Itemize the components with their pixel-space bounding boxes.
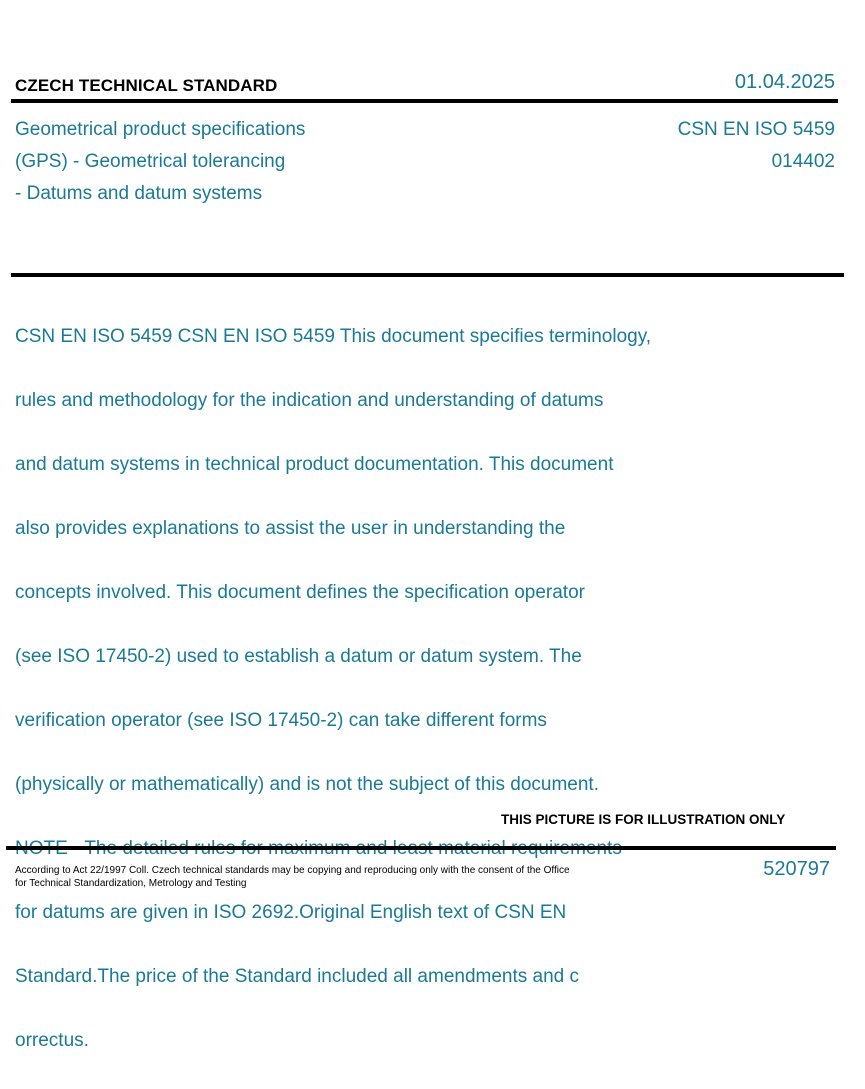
abstract-line: for datums are given in ISO 2692.Original English text of CSN EN bbox=[15, 902, 567, 923]
standard-title bbox=[15, 114, 305, 210]
title-divider bbox=[11, 273, 844, 277]
footer-divider bbox=[6, 846, 836, 850]
abstract-line: CSN EN ISO 5459 CSN EN ISO 5459 This document specifies terminology, bbox=[15, 326, 652, 347]
abstract-line: (physically or mathematically) and is not the subject of this document. bbox=[15, 774, 599, 795]
illustration-disclaimer: THIS PICTURE IS FOR ILLUSTRATION ONLY bbox=[501, 812, 786, 827]
title-line: (GPS) - Geometrical tolerancing bbox=[15, 151, 286, 172]
abstract-line: (see ISO 17450-2) used to establish a datum or datum system. The bbox=[15, 646, 582, 667]
classification-code: 014402 bbox=[771, 151, 835, 172]
standard-type-heading: CZECH TECHNICAL STANDARD bbox=[15, 76, 278, 95]
publication-date: 01.04.2025 bbox=[734, 71, 835, 93]
document-code: 520797 bbox=[763, 858, 830, 880]
title-line: Geometrical product specifications bbox=[15, 119, 306, 140]
abstract-line: orrectus. bbox=[15, 1030, 89, 1051]
abstract-line: verification operator (see ISO 17450-2) can take different forms bbox=[15, 710, 547, 731]
abstract-line: rules and methodology for the indication and understanding of datums bbox=[15, 390, 604, 411]
legal-line: According to Act 22/1997 Coll. Czech technical standards may be copying and reproducing only with the consent of the Office bbox=[15, 865, 570, 876]
legal-notice bbox=[15, 864, 570, 890]
legal-line: for Technical Standardization, Metrology and Testing bbox=[15, 878, 247, 889]
header-divider bbox=[11, 99, 838, 103]
standard-number: CSN EN ISO 5459 bbox=[677, 119, 835, 140]
abstract-line: Standard.The price of the Standard included all amendments and c bbox=[15, 966, 580, 987]
abstract-line: also provides explanations to assist the user in understanding the bbox=[15, 518, 566, 539]
abstract-text bbox=[15, 289, 765, 1089]
title-line: - Datums and datum systems bbox=[15, 183, 263, 204]
abstract-line: and datum systems in technical product documentation. This document bbox=[15, 454, 614, 475]
abstract-line: concepts involved. This document defines the specification operator bbox=[15, 582, 585, 603]
standard-identifiers bbox=[678, 114, 835, 178]
